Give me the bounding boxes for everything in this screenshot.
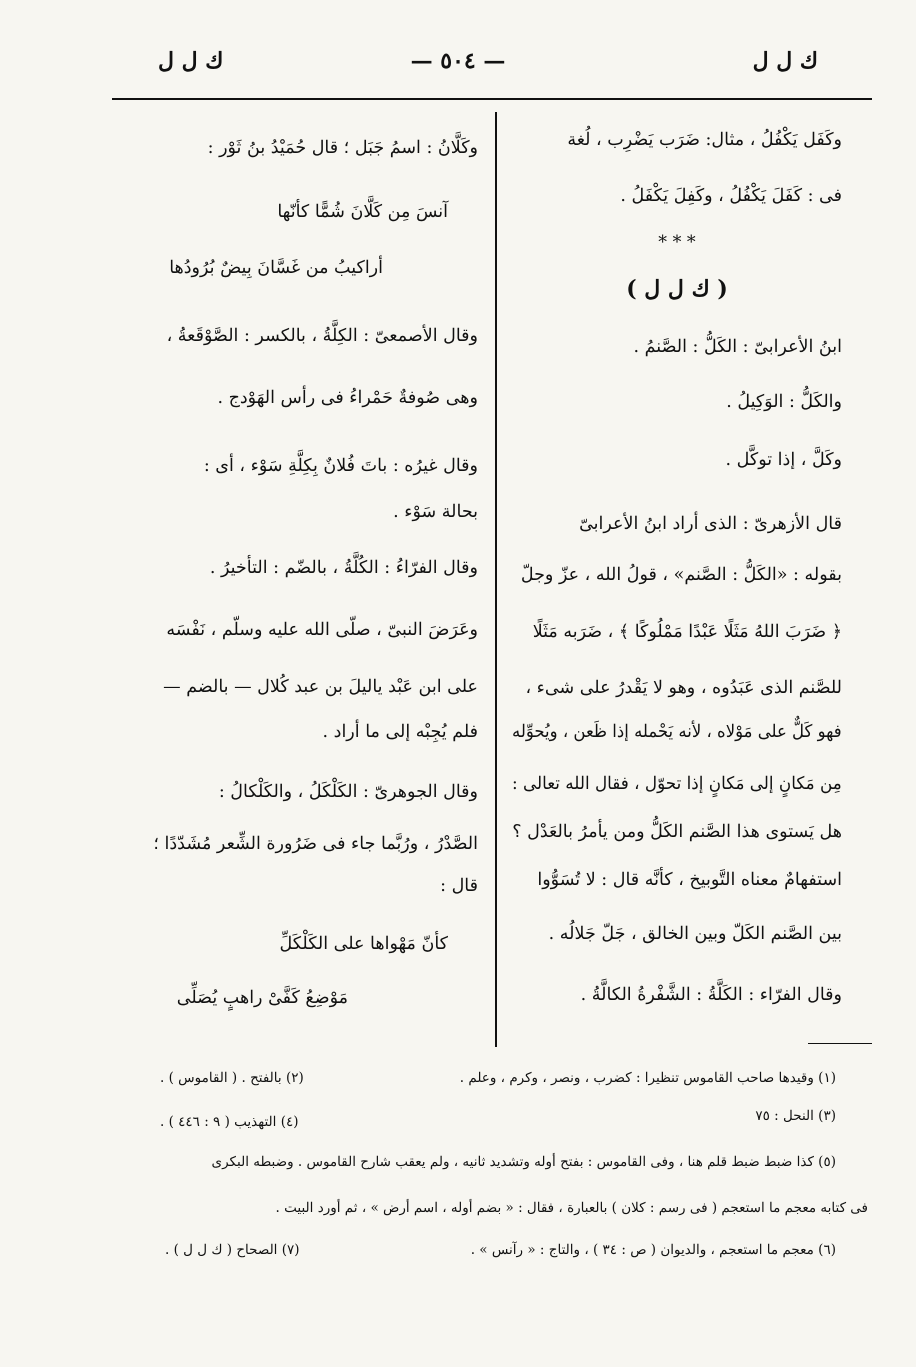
verse-hemistich: كأنّ مَهْواها على الكَلْكَلِّ — [279, 934, 448, 954]
separator-stars: * * * — [658, 233, 696, 253]
text-line: وكَفَل يَكْفُلُ ، مثال: ضَرَب يَضْرِب ، لُغة — [567, 130, 842, 150]
text-line: على ابن عَبْد ياليلَ بن عبد كُلال — بالضم — — [163, 677, 478, 697]
text-line: ابنُ الأعرابىّ : الكَلُّ : الصَّنمُ . — [633, 337, 842, 357]
text-line: بقوله : «الكَلُّ : الصَّنم» ، قولُ الله ، عزّ وجلّ — [520, 565, 842, 585]
text-line: وقال الجوهرىّ : الكَلْكَلُ ، والكَلْكالُ : — [218, 782, 478, 802]
footnote-1: (١) وقيدها صاحب القاموس تنظيرا : كضرب ، ونصر ، وكرم ، وعلم . — [459, 1070, 836, 1086]
text-line: للصَّنم الذى عَبَدُوه ، وهو لا يَقْدرُ على شىء ، — [525, 678, 842, 698]
text-line: وقال الفرّاء : الكَلَّةُ : الشَّفْرةُ الكالَّةُ . — [580, 985, 842, 1005]
text-line: الصَّدْرُ ، ورُبَّما جاء فى ضَرُورة الشِّعر مُشَدّدًا ؛ — [153, 834, 478, 854]
footnote-rule — [808, 1043, 872, 1044]
right-column — [512, 0, 842, 1040]
text-line: مِن مَكانٍ إلى مَكانٍ إذا تحوّل ، فقال الله تعالى : — [512, 774, 842, 794]
footnote-3: (٣) النحل : ٧٥ — [755, 1108, 836, 1124]
verse-hemistich: آنسَ مِن كَلَّانَ شُمًّا كأنّها — [277, 202, 448, 222]
left-column — [120, 0, 478, 1040]
text-line: فهو كَلٌّ على مَوْلاه ، لأنه يَحْمله إذا ظَعن ، ويُحوِّله — [512, 722, 842, 742]
verse-hemistich: أراكيبُ من غَسَّانَ بِيضٌ بُرُودُها — [169, 258, 383, 278]
page-number: — ٥٠٤ — — [410, 48, 506, 74]
text-line: بين الصَّنم الكَلّ وبين الخالق ، جَلّ جَلالُه . — [548, 924, 842, 944]
footnote-7: (٧) الصحاح ( ك ل ل ) . — [165, 1242, 300, 1258]
text-line: قال الأزهرىّ : الذى أراد ابنُ الأعرابىّ — [579, 514, 842, 534]
verse-hemistich: مَوْضِعُ كَفَّىْ راهبٍ يُصَلِّى — [176, 988, 348, 1008]
text-line: وكَلَّ ، إذا توكَّل . — [725, 450, 842, 470]
text-line: بحالة سَوْء . — [393, 502, 478, 522]
text-line: وقال الفرّاءُ : الكُلَّةُ ، بالضّم : التأخيرُ . — [209, 558, 478, 578]
text-line: استفهامٌ معناه التَّوبيخ ، كأنَّه قال : لا تُسَوُّوا — [537, 870, 842, 890]
text-line: وكَلَّانُ : اسمُ جَبَل ؛ قال حُمَيْدُ بنُ ثَوْر : — [207, 138, 478, 158]
text-line: والكَلُّ : الوَكِيلُ . — [726, 392, 842, 412]
footnote-5: (٥) كذا ضبط ضبط قلم هنا ، وفى القاموس : بفتح أوله وتشديد ثانيه ، ولم يعقب شارح القاموس . وضبطه البكرى — [211, 1154, 836, 1170]
header-keyword-left: ك ل ل — [158, 48, 224, 74]
text-line: هل يَستوى هذا الصَّنم الكَلُّ ومن يأمرُ بالعَدْل ؟ — [512, 822, 842, 842]
text-line: وعَرَضَ النبىّ ، صلّى الله عليه وسلّم ، نَفْسَه — [166, 620, 478, 640]
text-line: وقال غيرُه : باتَ فُلانٌ بِكِلَّةِ سَوْء ، أى : — [203, 456, 478, 476]
section-heading: ( ك ل ل ) — [626, 276, 728, 302]
footnote-5-cont: فى كتابه معجم ما استعجم ( فى رسم : كلان ) بالعبارة ، فقال : « بضم أوله ، اسم أرض » ، ثم أورد البيت . — [275, 1200, 868, 1216]
header-keyword-right: ك ل ل — [752, 48, 818, 74]
footnote-4: (٤) التهذيب ( ٩ : ٤٤٦ ) . — [160, 1114, 299, 1130]
quran-verse-line: ﴿ ضَرَبَ اللهُ مَثَلًا عَبْدًا مَمْلُوكًا ﴾ ، ضَرَبه مَثَلًا — [532, 622, 842, 642]
footnote-6: (٦) معجم ما استعجم ، والديوان ( ص : ٣٤ ) ، والتاج : « رآنس » . — [470, 1242, 836, 1258]
text-line: قال : — [440, 876, 478, 896]
text-line: فلم يُجِبْه إلى ما أراد . — [322, 722, 478, 742]
text-line: فى : كَفَلَ يَكْفُلُ ، وكَفِلَ يَكْفَلُ . — [620, 186, 842, 206]
footnote-2: (٢) بالفتح . ( القاموس ) . — [160, 1070, 304, 1086]
text-line: وقال الأصمعىّ : الكِلَّةُ ، بالكسر : الصَّوْقَعةُ ، — [166, 326, 478, 346]
text-line: وهى صُوفةٌ حَمْراءُ فى رأس الهَوْدج . — [217, 388, 478, 408]
column-divider — [495, 112, 497, 1047]
